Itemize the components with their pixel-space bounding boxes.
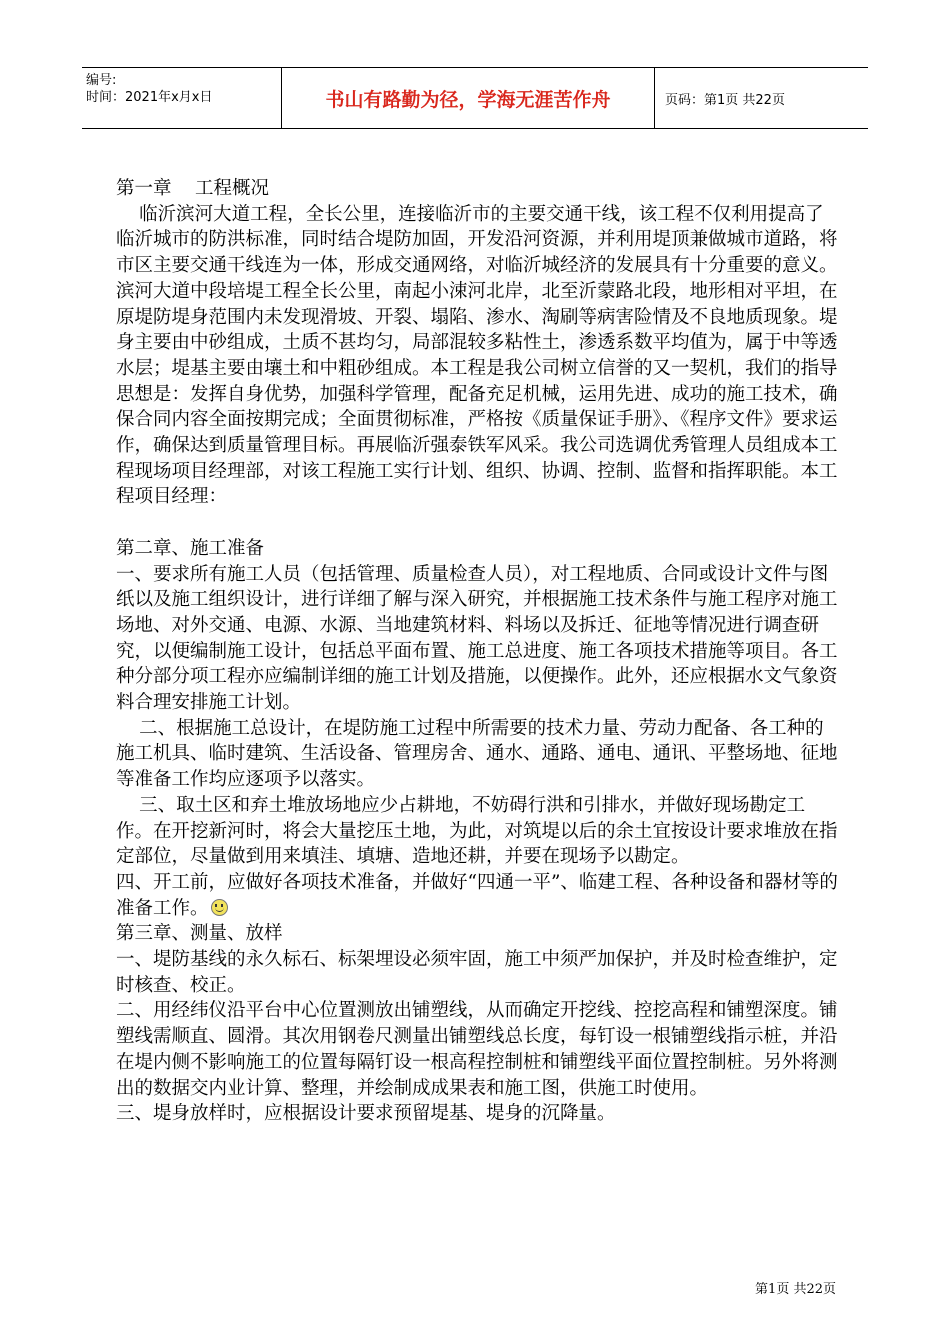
header-motto: 书山有路勤为径，学海无涯苦作舟	[282, 68, 655, 128]
chapter-3-paragraph-2: 二、用经纬仪沿平台中心位置测放出铺塑线，从而确定开挖线、控挖高程和铺塑深度。铺塑线需顺直、圆滑。其次用钢卷尺测量出铺塑线总长度，每钉设一根铺塑线指示桩，并沿在堤内侧不影响施工的位置每隔钉设一根高程控制桩和铺塑线平面位置控制桩。另外将测出的数据交内业计算、整理，并绘制成成果表和施工图，供施工时使用。	[116, 1000, 838, 1099]
page-header	[82, 67, 868, 129]
blank-line	[116, 510, 838, 536]
chapter-2-paragraph-1: 一、要求所有施工人员（包括管理、质量检查人员），对工程地质、合同或设计文件与图纸以及施工组织设计，进行详细了解与深入研究，并根据施工技术条件与施工程序对施工场地、对外交通、电源、水源、当地建筑材料、料场以及拆迁、征地等情况进行调查研究，以便编制施工设计，包括总平面布置、施工总进度、施工各项技术措施等项目。各工种分部分项工程亦应编制详细的施工计划及措施，以便操作。此外，还应根据水文气象资料合理安排施工计划。	[116, 563, 838, 714]
chapter-1-title: 第一章 工程概况	[116, 178, 270, 199]
chapter-2-title: 第二章、施工准备	[116, 537, 265, 559]
smiley-icon	[211, 899, 228, 916]
chapter-2-paragraph-3: 三、取土区和弃土堆放场地应少占耕地，不妨碍行洪和引排水，并做好现场勘定工作。在开挖新河时，将会大量挖压土地，为此，对筑堤以后的余土宜按设计要求堆放在指定部位，尽量做到用来填洼、填塘、造地还耕，并要在现场予以勘定。	[116, 794, 838, 868]
chapter-2-paragraph-4-text: 四、开工前，应做好各项技术准备，并做好“四通一平”、临建工程、各种设备和器材等的准备工作。	[116, 871, 838, 919]
chapter-3-title: 第三章、测量、放样	[116, 923, 283, 945]
chapter-3-paragraph-1: 一、堤防基线的永久标石、标架埋设必须牢固，施工中须严加保护，并及时检查维护，定时核查、校正。	[116, 949, 838, 996]
header-meta	[82, 68, 282, 128]
chapter-3-paragraph-3: 三、堤身放样时，应根据设计要求预留堤基、堤身的沉降量。	[116, 1103, 616, 1125]
page-footer: 第1页 共22页	[755, 1282, 836, 1297]
chapter-2-paragraph-4	[116, 870, 838, 921]
header-page-number: 页码：第1页 共22页	[665, 92, 785, 108]
doc-time-label: 时间：2021年x月x日	[86, 90, 213, 105]
document-body	[116, 176, 838, 1127]
chapter-2-paragraph-2: 二、根据施工总设计，在堤防施工过程中所需要的技术力量、劳动力配备、各工种的施工机具、临时建筑、生活设备、管理房舍、通水、通路、通电、通讯、平整场地、征地等准备工作均应逐项予以落实。	[116, 717, 838, 791]
chapter-1-paragraph-2: 滨河大道中段培堤工程全长公里，南起小涑河北岸，北至沂蒙路北段，地形相对平坦，在原堤防堤身范围内未发现滑坡、开裂、塌陷、渗水、淘刷等病害险情及不良地质现象。堤身主要由中砂组成，土质不甚均匀，局部混较多粘性土，渗透系数平均值为，属于中等透水层；堤基主要由壤土和中粗砂组成。本工程是我公司树立信誉的又一契机，我们的指导思想是：发挥自身优势，加强科学管理，配备充足机械，运用先进、成功的施工技术，确保合同内容全面按期完成；全面贯彻标准，严格按《质量保证手册》、《程序文件》要求运作，确保达到质量管理目标。再展临沂强泰铁军风采。我公司选调优秀管理人员组成本工程现场项目经理部，对该工程施工实行计划、组织、协调、控制、监督和指挥职能。本工程项目经理：	[116, 280, 838, 508]
chapter-1-paragraph-1: 临沂滨河大道工程，全长公里，连接临沂市的主要交通干线，该工程不仅利用提高了临沂城市的防洪标准，同时结合堤防加固，开发沿河资源，并利用堤顶兼做城市道路，将市区主要交通干线连为一体，形成交通网络，对临沂城经济的发展具有十分重要的意义。	[116, 203, 838, 277]
doc-number-label: 编号:	[86, 73, 117, 88]
